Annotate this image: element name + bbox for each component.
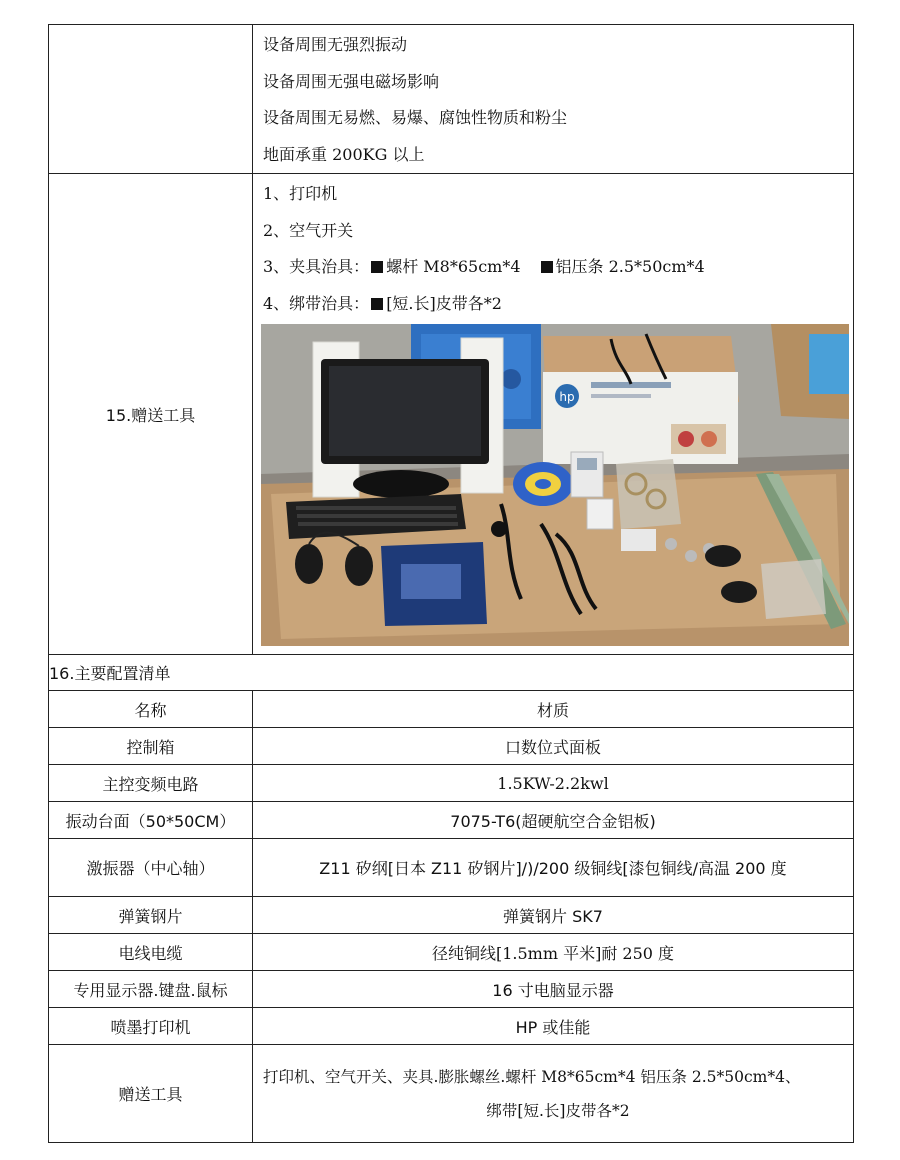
gift-tools-content (253, 174, 854, 655)
gift-tools-row (49, 174, 854, 655)
row-material: HP 或佳能 (253, 1008, 854, 1045)
env-line-1: 设备周围无强烈振动 (263, 35, 408, 54)
row-name: 专用显示器.键盘.鼠标 (49, 971, 253, 1008)
gift-item-strap-belt: [短.长]皮带各*2 (386, 293, 502, 313)
env-line-4: 地面承重 200KG 以上 (263, 144, 425, 164)
header-name: 名称 (49, 691, 253, 728)
table-row (49, 897, 854, 934)
gift-summary-line-1: 打印机、空气开关、夹具.膨胀螺丝.螺杆 M8*65cm*4 铝压条 2.5*50cm*4、 (263, 1067, 801, 1086)
gift-summary-line-2: 绑带[短.长]皮带各*2 (486, 1101, 630, 1120)
config-title-row (49, 655, 854, 691)
row-material: 径纯铜线[1.5mm 平米]耐 250 度 (253, 934, 854, 971)
printer-brand-logo: hp (559, 390, 575, 404)
config-section-title: 16.主要配置清单 (49, 655, 854, 691)
row-material: 口数位式面板 (253, 728, 854, 765)
gift-item-fixture-prefix: 3、夹具治具： (263, 257, 370, 276)
table-row (49, 802, 854, 839)
environment-requirements (253, 25, 854, 174)
table-row (49, 1045, 854, 1143)
gift-item-fixture (263, 249, 853, 286)
row-name: 控制箱 (49, 728, 253, 765)
row-name: 主控变频电路 (49, 765, 253, 802)
row-material: 弹簧钢片 SK7 (253, 897, 854, 934)
black-square-icon (371, 298, 383, 310)
row-material: 1.5KW-2.2kwl (253, 765, 854, 802)
env-line-2: 设备周围无强电磁场影响 (263, 71, 440, 91)
config-header-row (49, 691, 854, 728)
gift-item-strap (263, 286, 853, 323)
row-material: 7075-T6(超硬航空合金铝板) (253, 802, 854, 839)
row-name: 电线电缆 (49, 934, 253, 971)
row-name: 喷墨打印机 (49, 1008, 253, 1045)
row-material: 16 寸电脑显示器 (253, 971, 854, 1008)
gift-item-fixture-bar: 铝压条 2.5*50cm*4 (555, 257, 705, 276)
row-name: 赠送工具 (49, 1045, 253, 1143)
black-square-icon (541, 261, 553, 273)
black-square-icon (371, 261, 383, 273)
spec-table (48, 24, 854, 1143)
table-row (49, 839, 854, 897)
gift-tools-label: 15.赠送工具 (49, 174, 253, 655)
row-material: Z11 矽纲[日本 Z11 矽钢片]/)/200 级铜线[漆包铜线/高温 200 度 (253, 839, 854, 897)
gift-item-air-switch: 2、空气开关 (263, 220, 354, 240)
row-name: 弹簧钢片 (49, 897, 253, 934)
gift-item-fixture-screw: 螺杆 M8*65cm*4 (386, 257, 521, 276)
row-name: 激振器（中心轴） (49, 839, 253, 897)
env-line-3: 设备周围无易燃、易爆、腐蚀性物质和粉尘 (263, 108, 568, 127)
row-material (253, 1045, 854, 1143)
empty-label-cell (49, 25, 253, 174)
table-row (49, 971, 854, 1008)
header-material: 材质 (253, 691, 854, 728)
gift-item-strap-prefix: 4、绑带治具： (263, 293, 370, 313)
table-row (49, 1008, 854, 1045)
environment-row (49, 25, 854, 174)
table-row (49, 934, 854, 971)
gift-item-printer: 1、打印机 (263, 184, 338, 203)
gift-tools-photo (261, 324, 849, 646)
table-row (49, 728, 854, 765)
table-row (49, 765, 854, 802)
row-name: 振动台面（50*50CM） (49, 802, 253, 839)
